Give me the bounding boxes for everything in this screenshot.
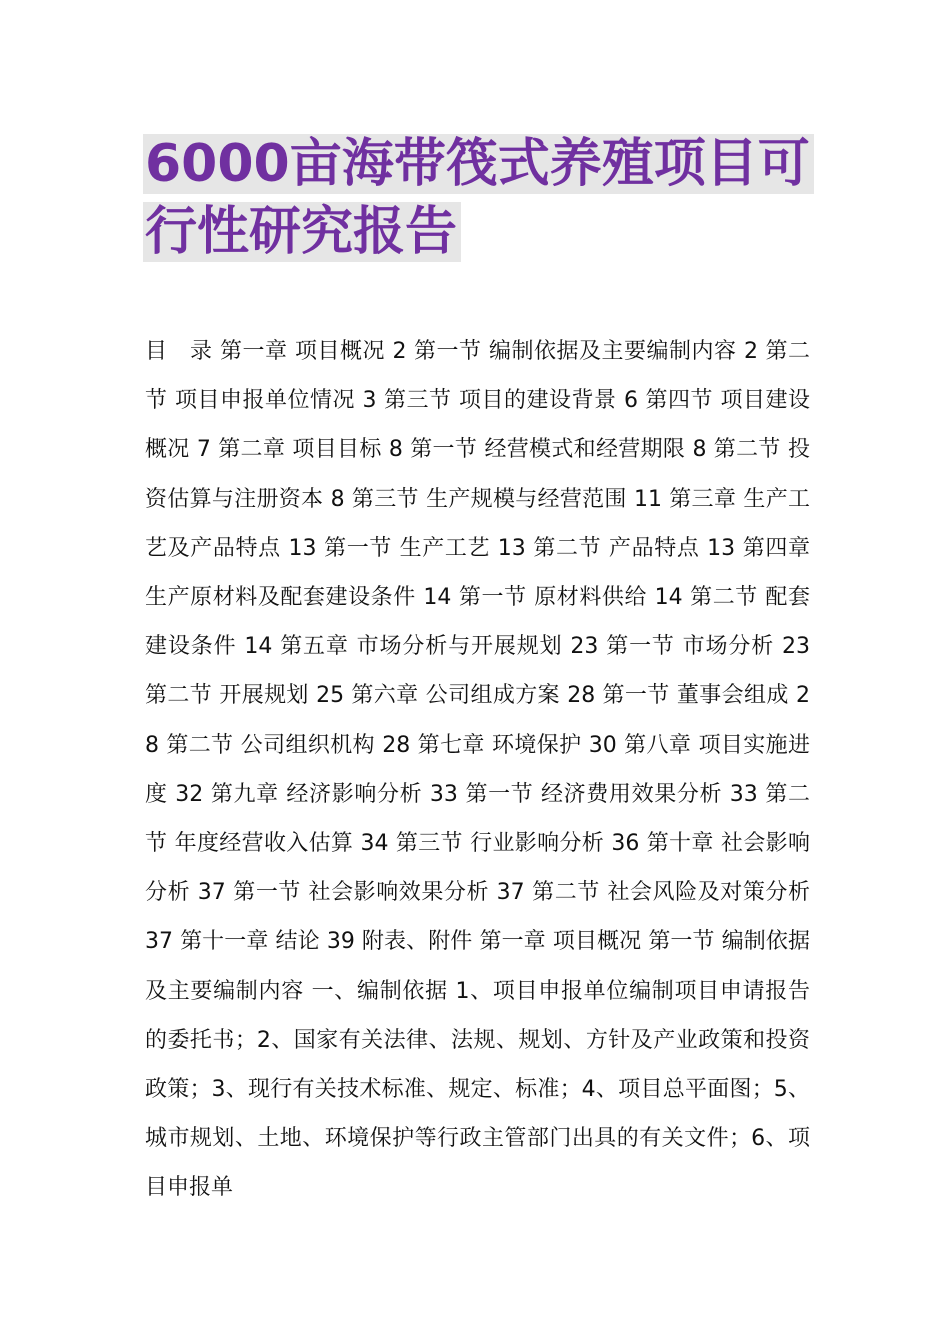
document-title — [143, 130, 813, 266]
document-body: 目 录 第一章 项目概况 2 第一节 编制依据及主要编制内容 2 第二节 项目申报单位情况 3 第三节 项目的建设背景 6 第四节 项目建设概况 7 第二章 项目目标 8 第一节 经营模式和经营期限 8 第二节 投资估算与注册资本 8 第三节 生产规模与经营范围 11 第三章 生产工艺及产品特点 13 第一节 生产工艺 13 第二节 产品特点 13 第四章 生产原材料及配套建设条件 14 第一节 原材料供给 14 第二节 配套建设条件 14 第五章 市场分析与开展规划 23 第一节 市场分析 23 第二节 开展规划 25 第六章 公司组成方案 28 第一节 董事会组成 28 第二节 公司组织机构 28 第七章 环境保护 30 第八章 项目实施进度 32 第九章 经济影响分析 33 第一节 经济费用效果分析 33 第二节 年度经营收入估算 34 第三节 行业影响分析 36 第十章 社会影响分析 37 第一节 社会影响效果分析 37 第二节 社会风险及对策分析 37 第十一章 结论 39 附表、附件 第一章 项目概况 第一节 编制依据及主要编制内容 一、编制依据 1、项目申报单位编制项目申请报告的委托书；2、国家有关法律、法规、规划、方针及产业政策和投资政策；3、现行有关技术标准、规定、标准；4、项目总平面图；5、城市规划、土地、环境保护等行政主管部门出具的有关文件；6、项目申报单 — [145, 339, 810, 1201]
document-title-text: 6000亩海带筏式养殖项目可行性研究报告 — [143, 134, 814, 262]
